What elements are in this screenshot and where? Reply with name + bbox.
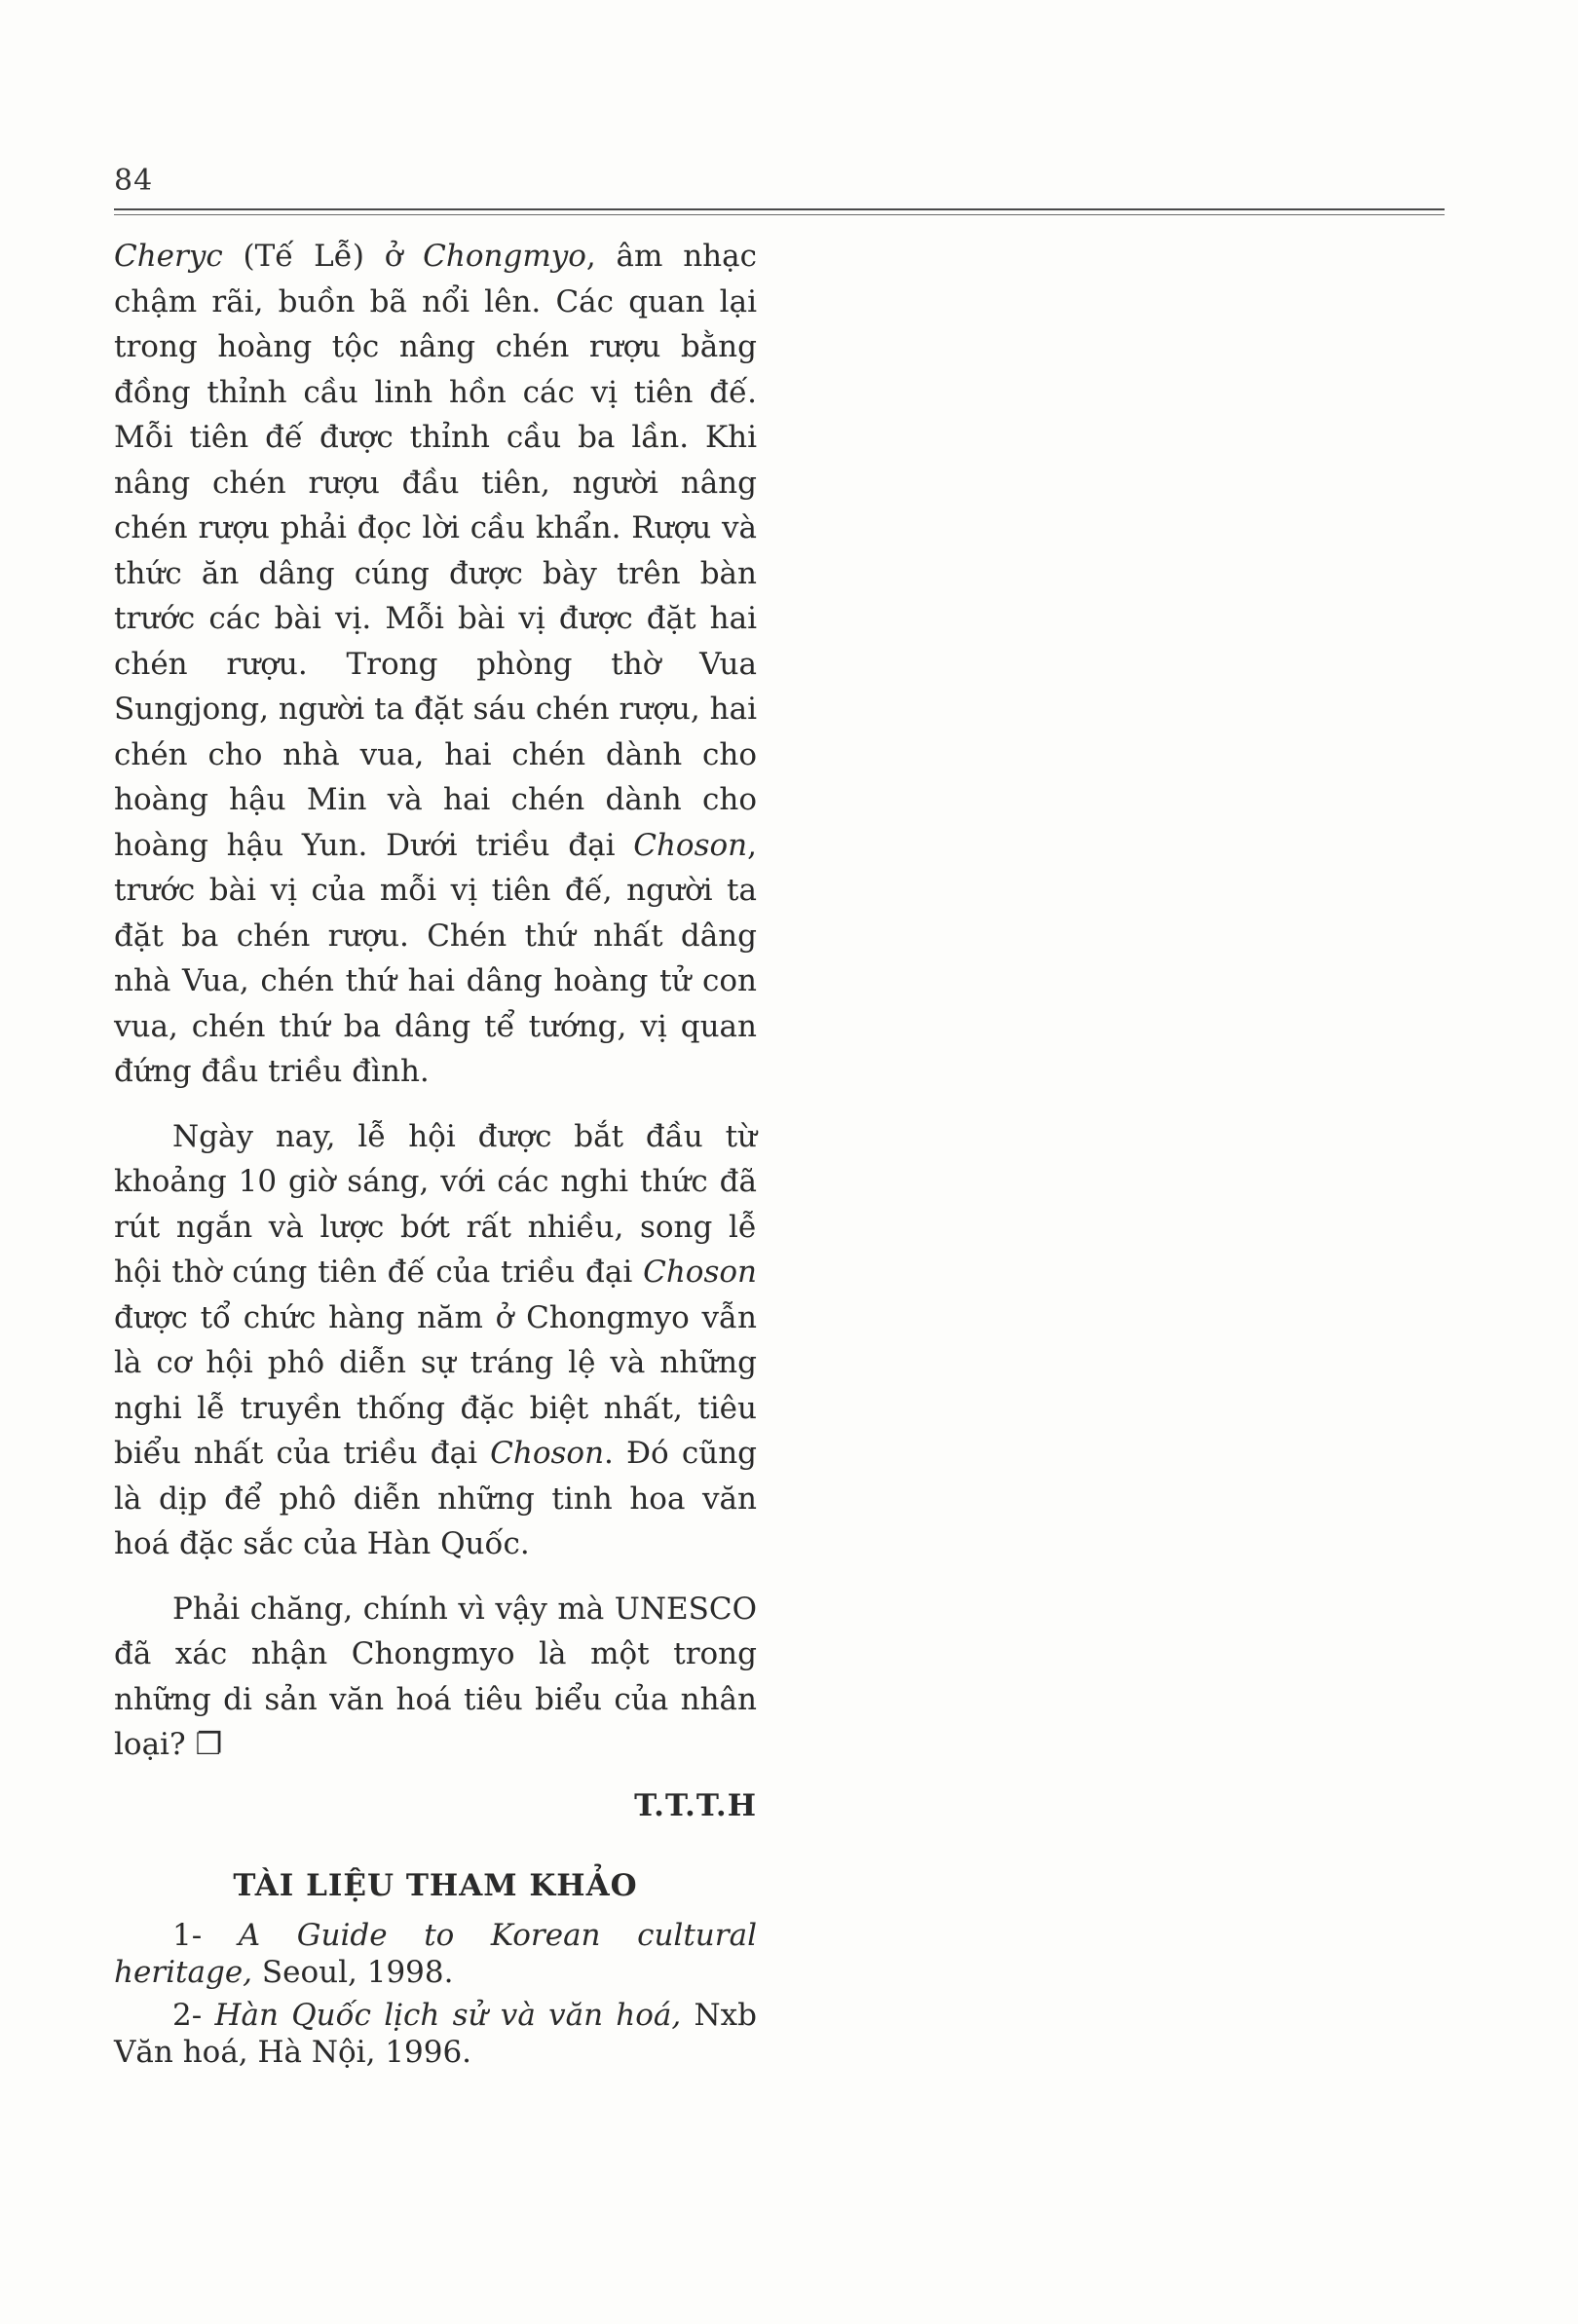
italic-term: Choson [490, 1436, 605, 1471]
reference-prefix: 2- [172, 1997, 215, 2033]
paragraph-text: , trước bài vị của mỗi vị tiên đế, người ta đặt ba chén rượu. Chén thứ nhất dâng nhà Vua, chén thứ hai dâng hoàng tử con vua, chén thứ ba dâng tể tướng, vị quan đứng đầu triều đình. [114, 827, 757, 1089]
text-column [114, 234, 757, 2071]
reference-item-2 [114, 1997, 757, 2071]
reference-details: Nxb Văn hoá, Hà Nội, 1996. [114, 1997, 758, 2070]
reference-prefix: 1- [172, 1917, 239, 1953]
paragraph-text: Ngày nay, lễ hội được bắt đầu từ khoảng 10 giờ sáng, với các nghi thức đã rút ngắn và lược bớt rất nhiều, song lễ hội thờ cúng tiên đế của triều đại [114, 1118, 757, 1290]
paragraph-text: (Tế Lễ) ở [222, 239, 424, 274]
reference-title: Hàn Quốc lịch sử và văn hoá, [214, 1997, 682, 2033]
paragraph-text: được tổ chức hàng năm ở Chongmyo vẫn là cơ hội phô diễn sự tráng lệ và những nghi lễ truyền thống đặc biệt nhất, tiêu biểu nhất của triều đại [114, 1299, 757, 1471]
italic-term: Cheryc [114, 239, 223, 274]
italic-term: Choson [643, 1255, 757, 1290]
paragraph-text: . Đó cũng là dịp để phô diễn những tinh hoa văn hoá đặc sắc của Hàn Quốc. [114, 1436, 757, 1561]
reference-details: Seoul, 1998. [252, 1954, 454, 1990]
italic-term: Chongmyo [423, 239, 586, 274]
paragraph-3: Phải chăng, chính vì vậy mà UNESCO đã xác nhận Chongmyo là một trong những di sản văn hoá tiêu biểu của nhân loại? ❐ [114, 1591, 757, 1762]
references-heading: TÀI LIỆU THAM KHẢO [233, 1868, 638, 1903]
signature: T.T.T.H [634, 1787, 757, 1823]
italic-term: Choson [633, 827, 748, 863]
reference-title: A Guide to Korean cultural heritage, [114, 1917, 757, 1990]
paragraph-2 [114, 1114, 757, 1567]
header-rule [114, 208, 1445, 215]
paragraph-1 [114, 234, 757, 1095]
reference-item-1 [114, 1917, 757, 1991]
paragraph-text: , âm nhạc chậm rãi, buồn bã nổi lên. Các quan lại trong hoàng tộc nâng chén rượu bằng đồng thỉnh cầu linh hồn các vị tiên đế. Mỗi tiên đế được thỉnh cầu ba lần. Khi nâng chén rượu đầu tiên, người nâng chén rượu phải đọc lời cầu khẩn. Rượu và thức ăn dâng cúng được bày trên bàn trước các bài vị. Mỗi bài vị được đặt hai chén rượu. Trong phòng thờ Vua Sungjong, người ta đặt sáu chén rượu, hai chén cho nhà vua, hai chén dành cho hoàng hậu Min và hai chén dành cho hoàng hậu Yun. Dưới triều đại [114, 239, 757, 863]
page-number: 84 [114, 164, 154, 198]
